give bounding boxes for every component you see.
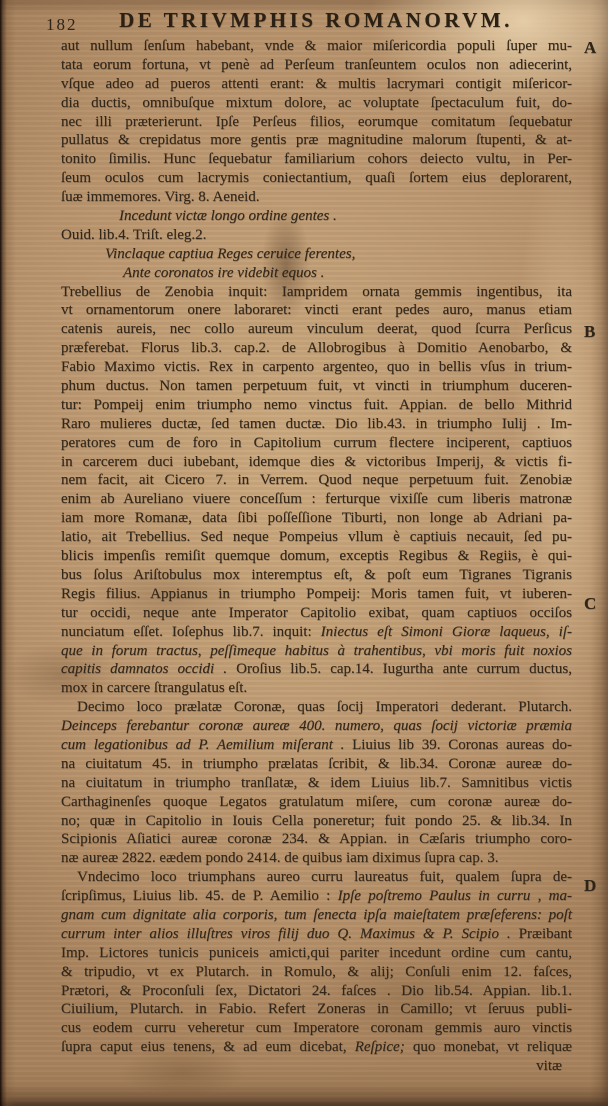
text-line: dia ductis, omnibuſque mixtum dolore, ac voluptate ſpectaculum fuit, do-: [61, 94, 572, 111]
text-line: næ aureæ 2822. eædem pondo 2414. de quibus iam diximus ſupra cap. 3.: [61, 850, 499, 867]
text-line: tur: Pompeij enim triumpho nemo vinctus fuit. Appian. de bello Mithrid: [61, 396, 572, 413]
text-line: Vinclaque captiua Reges ceruice ferentes,: [105, 245, 356, 262]
text-line: capitis damnatos occidi . Oroſius lib.5. cap.14. Iugurtha ante currum ductus,: [61, 661, 572, 678]
text-line: ſcripſimus, Liuius lib. 45. de P. Aemilio : Ipſe poſtremo Paulus in curru , ma-: [61, 888, 573, 905]
text-line: tur occidi, neque ante Imperator Capitolio exibat, quam captiuos occiſos: [61, 604, 572, 621]
text-line: na ciuitatum 45. in triumpho prælatas ſcribit, & lib.34. Coronæ aureæ do-: [61, 755, 572, 772]
text-line: nec illi præterierunt. Ipſe Perſeus filios, eorumque comitatum ſequebatur: [61, 113, 572, 130]
text-line: Decimo loco prælatæ Coronæ, quas ſocij Imperatori dederant. Plutarch.: [77, 699, 572, 716]
text-line: ſeum oculos cum lacrymis coniectantium, quaſi ſortem eius deplorarent,: [61, 170, 572, 187]
text-line: que in forum tractus, peſſimeque habitus à trahentibus, vbi moris fuit noxios: [61, 642, 572, 659]
text-line: Ouid. lib.4. Triſt. eleg.2.: [61, 226, 207, 243]
text-line: Trebellius de Zenobia inquit: Iampridem ornata gemmis ingentibus, ita: [61, 283, 572, 300]
text-line: iam more Romanæ, data ſibi poſſeſſione Tiburti, non longe ab Adriani pa-: [61, 510, 572, 527]
margin-letter-b: B: [584, 322, 596, 341]
text-body: [61, 37, 572, 1076]
text-line: bus ſolus Ariſtobulus mox interemptus eſt, & poſt eum Tigranes Tigranis: [61, 566, 572, 583]
text-line: Scipionis Aſiatici aureæ coronæ 234. & Appian. in Cæſaris triumpho coro-: [61, 831, 572, 848]
text-line: cum legationibus ad P. Aemilium miſerant . Liuius lib 39. Coronas aureas do-: [61, 736, 572, 753]
page-header: [0, 8, 608, 38]
text-line: cus eodem curru veheretur cum Imperatore coronam gemmis auro vinctis: [61, 1020, 572, 1037]
text-line: Incedunt victæ longo ordine gentes .: [119, 208, 337, 225]
text-line: Imp. Lictores tunicis puniceis amicti,qui pariter incedunt ordine cum cantu,: [61, 944, 572, 961]
text-line: currum inter alios illuſtres viros filij duo Q. Maximus & P. Scipio . Præibant: [61, 925, 572, 942]
text-line: Ante coronatos ire videbit equos .: [123, 264, 325, 281]
running-title: DE TRIVMPHIS ROMANORVM.: [119, 8, 513, 32]
text-line: Vndecimo loco triumphans aureo curru laureatus fuit, qualem ſupra de-: [77, 869, 572, 886]
text-line: & tripudio, vt ex Plutarch. in Romulo, & alij; Conſuli enim 12. faſces,: [61, 963, 572, 980]
text-line: gnam cum dignitate alia corporis, tum ſenecta ipſa maieſtatem præſeferens: poſt: [61, 906, 572, 923]
text-line: Carthaginenſes quoque Legatos gratulatum miſere, cum coronæ aureæ do-: [61, 793, 572, 810]
text-line: no; quæ in Capitolio in Iouis Cella poneretur; fuit pondo 25. & lib.34. In: [61, 812, 572, 829]
margin-letter-d: D: [584, 876, 597, 895]
text-line: nem facit, ait Cicero 7. in Verrem. Quod neque perpetuum fuit. Zenobiæ: [61, 472, 572, 489]
text-line: latio, ait Trebellius. Sed neque Pompeius vllum è captiuis necauit, ſed pu-: [61, 529, 572, 546]
text-line: na ciuitatum in triumpho tranſlatæ, & idem Liuius lib.7. Samnitibus victis: [61, 774, 572, 791]
margin-letter-c: C: [584, 594, 597, 613]
text-line: Regis filius. Appianus in triumpho Pompeij: Moris tamen fuit, vt iuberen-: [61, 585, 572, 602]
text-line: pullatus & crepidatus more gentis præ magnitudine malorum ſtupenti, & at-: [61, 132, 572, 149]
text-line: vitæ: [536, 1058, 562, 1075]
text-line: mox in carcere ſtrangulatus eſt.: [61, 680, 248, 697]
text-line: Deinceps ferebantur coronæ aureæ 400. numero, quas ſocij victoriæ præmia: [61, 718, 572, 735]
text-line: ſupra caput eius tenens, & ad eum dicebat, Reſpice; quo monebat, vt reliquæ: [61, 1039, 573, 1056]
text-line: phum ductus. Non tamen perpetuum fuit, vt vincti in triumphum duceren-: [61, 378, 572, 395]
text-line: Raro mulieres ductæ, ſed tamen ductæ. Dio lib.43. in triumpho Iulij . Im-: [61, 415, 572, 432]
text-line: Ciuilium, Plutarch. in Fabio. Refert Zoneras in Camillo; vt ſeruus publi-: [61, 1001, 572, 1018]
text-line: tonito ſimilis. Hunc ſequebatur familiarium cohors deiecto vultu, in Per-: [61, 151, 572, 168]
text-line: vt ornamentorum onere laboraret: vincti erant pedes auro, manus etiam: [61, 302, 572, 319]
text-line: nunciatum eſſet. Ioſephus lib.7. inquit: Iniectus eſt Simoni Gioræ laqueus, iſ-: [61, 623, 572, 640]
text-line: tata eorum fortuna, vt penè ad Perſeum tranſeuntem oculos non adiecerint,: [61, 56, 572, 73]
text-line: Fabio Maximo victis. Rex in carpento argenteo, quo in bellis vſus in trium-: [61, 359, 572, 376]
text-line: enim ab Aureliano viuere conceſſum : ferturque vixiſſe cum liberis matronæ: [61, 491, 572, 508]
text-line: peratores cum de foro in Capitolium currum flectere inciperent, captiuos: [61, 434, 572, 451]
text-line: aut nullum ſenſum habebant, vnde & maior miſericordia populi ſuper mu-: [61, 38, 572, 54]
text-line: præferebat. Florus lib.3. cap.2. de Allobrogibus à Domitio Aenobarbo, &: [61, 340, 572, 357]
text-line: ſuæ immemores. Virg. 8. Aeneid.: [61, 189, 260, 206]
text-line: blicis impenſis remiſit quemque domum, exceptis Regibus & Regiis, è qui-: [61, 548, 572, 565]
text-line: vſque adeo ad pueros attenti erant: & multis lacrymari contigit miſericor-: [61, 75, 572, 92]
text-line: Prætori, & Proconſuli ſex, Dictatori 24. faſces . Dio lib.54. Appian. lib.1.: [61, 982, 572, 999]
text-line: catenis aureis, nec collo aureum vinculum deerat, quod ſcurra Perſicus: [61, 321, 572, 338]
page-number: 182: [46, 15, 78, 34]
margin-letter-a: A: [584, 38, 597, 57]
text-line: in carcerem duci iubebant, idemque dies & victoribus Imperij, & victis fi-: [61, 453, 572, 470]
